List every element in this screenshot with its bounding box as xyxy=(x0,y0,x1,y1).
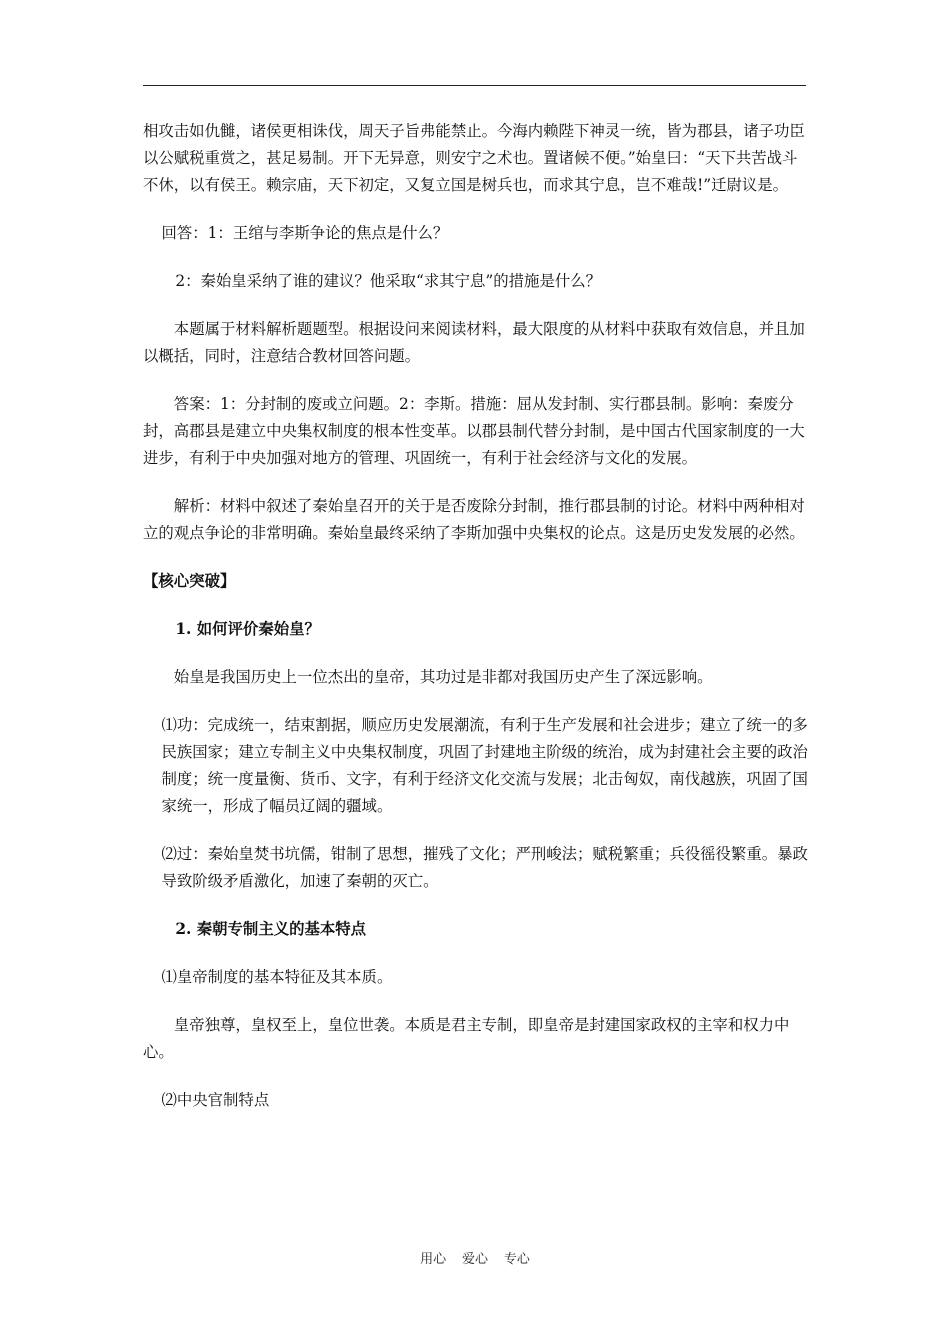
document-body xyxy=(143,118,811,1114)
material-paragraph: 相攻击如仇雠，诸侯更相诛伐，周天子旨弗能禁止。今海内赖陛下神灵一统，皆为郡县，诸子功臣以公赋税重赏之，甚足易制。开下无异意，则安宁之术也。置诸候不便。”始皇曰：“天下共苦战斗不休，以有侯王。赖宗庙，天下初定，又复立国是树兵也，而求其宁息，岂不难哉!”迁尉议是。 xyxy=(143,122,805,194)
merits-paragraph: ⑴功：完成统一，结束割据，顺应历史发展潮流，有利于生产发展和社会进步；建立了统一的多民族国家；建立专制主义中央集权制度，巩固了封建地主阶级的统治，成为封建社会主要的政治制度；统一度量衡、货币、文字，有利于经济文化交流与发展；北击匈奴，南伐越族，巩固了国家统一，形成了幅员辽阔的疆域。 xyxy=(161,716,808,815)
emperor-system-paragraph: 皇帝独尊，皇权至上，皇位世袭。本质是君主专制，即皇帝是封建国家政权的主宰和权力中心。 xyxy=(143,1016,790,1061)
answer-paragraph: 答案：1：分封制的废或立问题。2：李斯。措施：屈从发封制、实行郡县制。影响：秦废分封，高郡县是建立中央集权制度的根本性变革。以郡县制代替分封制，是中国古代国家制度的一大进步，有利于中央加强对地方的管理、巩固统一，有利于社会经济与文化的发展。 xyxy=(143,395,805,467)
section-heading-core: 【核心突破】 xyxy=(143,572,236,590)
subheading-2: 2. 秦朝专制主义的基本特点 xyxy=(175,920,367,938)
analysis-paragraph: 解析：材料中叙述了秦始皇召开的关于是否废除分封制，推行郡县制的讨论。材料中两种相对立的观点争论的非常明确。秦始皇最终采纳了李斯加强中央集权的论点。这是历史发发展的必然。 xyxy=(143,497,805,542)
page-footer: 用心 爱心 专心 xyxy=(420,1252,530,1267)
faults-paragraph: ⑵过：秦始皇焚书坑儒，钳制了思想，摧残了文化；严刑峻法；赋税繁重；兵役徭役繁重。暴政导致阶级矛盾激化，加速了秦朝的灭亡。 xyxy=(161,845,808,890)
emperor-system-item: ⑴皇帝制度的基本特征及其本质。 xyxy=(161,968,393,986)
header-rule xyxy=(143,85,806,86)
question-type-note: 本题属于材料解析题题型。根据设问来阅读材料，最大限度的从材料中获取有效信息，并且加以概括，同时，注意结合教材回答问题。 xyxy=(143,320,805,365)
subheading-1: 1. 如何评价秦始皇？ xyxy=(175,620,320,638)
question-1: 回答：1：王绾与李斯争论的焦点是什么？ xyxy=(161,224,449,242)
question-2: 2：秦始皇采纳了谁的建议？他采取“求其宁息”的措施是什么？ xyxy=(175,272,602,290)
central-officials-item: ⑵中央官制特点 xyxy=(161,1091,270,1109)
evaluation-intro: 始皇是我国历史上一位杰出的皇帝，其功过是非都对我国历史产生了深远影响。 xyxy=(173,668,713,686)
